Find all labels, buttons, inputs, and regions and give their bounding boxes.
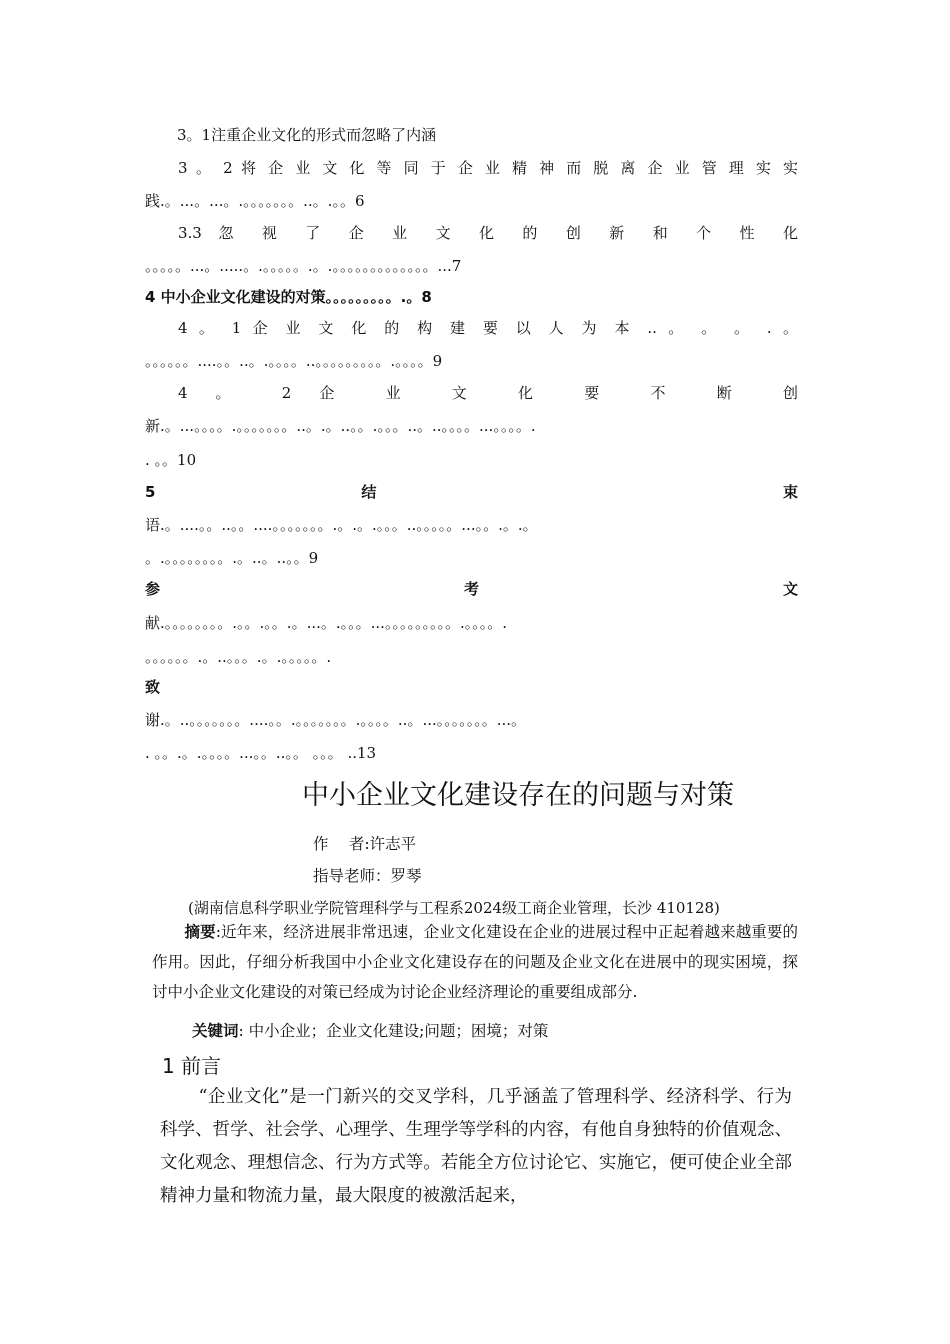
toc-entry-4-1-leader: 。。。。。。....。。..。.。。。。..。。。。。。。。。.。。。。9 [145,352,443,370]
abstract-block [152,917,798,1007]
toc-entry-acknowledgement-page: . 。。.。.。。。。...。。..。。 。。。 ..13 [145,744,377,762]
toc-entry-4-2-leader: 新.。...。。。。.。。。。。。。..。.。..。。.。。。..。..。。。。...。。。。. [145,417,536,435]
toc-entry-4: 4 中小企业文化建设的对策。。。。。。。。。.。8 [145,288,432,306]
toc-entry-3-2-leader: 践.。...。...。.。。。。。。。..。.。。6 [145,192,365,210]
toc-entry-5: 5 结 束 [145,483,798,501]
toc-entry-4-2-page: . 。。10 [145,451,197,469]
toc-entry-4-2: 4 。 2 企 业 文 化 要 不 断 创 [178,384,798,402]
keywords-line [192,1021,548,1041]
toc-entry-4-1: 4 。 1 企 业 文 化 的 构 建 要 以 人 为 本 .. 。 。 。 . 。 [178,319,798,337]
paper-title: 中小企业文化建设存在的问题与对策 [302,780,734,811]
toc-entry-3-3-leader: 。。。。。...。.....。.。。。。。.。.。。。。。。。。。。。。。...7 [145,257,462,275]
intro-body [160,1081,792,1213]
abstract-text: :近年来，经济进展非常迅速，企业文化建设在企业的进展过程中正起着越来越重要的作用。因此，仔细分析我国中小企业文化建设存在的问题及企业文化在进展中的现实困境，探讨中小企业文化建设的对策已经成为讨论企业经济理论的重要组成部分. [152,923,798,1001]
intro-paragraph: “企业文化”是一门新兴的交叉学科，几乎涵盖了管理科学、经济科学、行为科学、哲学、社会学、心理学、生理学等学科的内容，有他自身独特的价值观念、文化观念、理想信念、行为方式等。若能全方位讨论它、实施它，便可使企业全部精神力量和物流力量，最大限度的被激活起来， [160,1087,792,1206]
keywords-text: : 中小企业；企业文化建设;问题；困境；对策 [238,1022,549,1040]
keywords-label: 关键词 [192,1022,239,1040]
section-heading-intro: 1 前言 [162,1054,222,1078]
toc-entry-3-1: 3。1注重企业文化的形式而忽略了内涵 [177,126,437,144]
toc-entry-3-2: 3 。 2 将 企 业 文 化 等 同 于 企 业 精 神 而 脱 离 企 业 管 理 实 实 [178,159,798,177]
advisor-line: 指导老师：罗琴 [313,867,422,885]
toc-entry-5-leader: 语.。....。。..。。....。。。。。。。.。.。.。。。..。。。。。...。。.。.。 [145,516,538,534]
affiliation-line: (湖南信息科学职业学院管理科学与工程系2024级工商企业管理，长沙 410128) [188,899,720,917]
toc-entry-references-page: 。。。。。。.。..。。。.。.。。。。。. [145,648,332,666]
toc-entry-3-3: 3.3 忽 视 了 企 业 文 化 的 创 新 和 个 性 化 [178,224,798,242]
author-line: 作 者:许志平 [313,835,417,853]
abstract-label: 摘要 [184,923,216,941]
toc-entry-references: 参 考 文 [145,580,798,598]
toc-entry-acknowledgement: 致 [145,678,161,696]
toc-entry-references-leader: 献.。。。。。。。。.。。.。。.。...。.。。。...。。。。。。。。。.。。。。. [145,614,507,632]
toc-entry-acknowledgement-leader: 谢.。..。。。。。。。....。。.。。。。。。。.。。。。..。...。。。。。。。...。 [145,711,527,729]
toc-entry-5-page: 。.。。。。。。。。.。..。..。。9 [145,549,319,567]
